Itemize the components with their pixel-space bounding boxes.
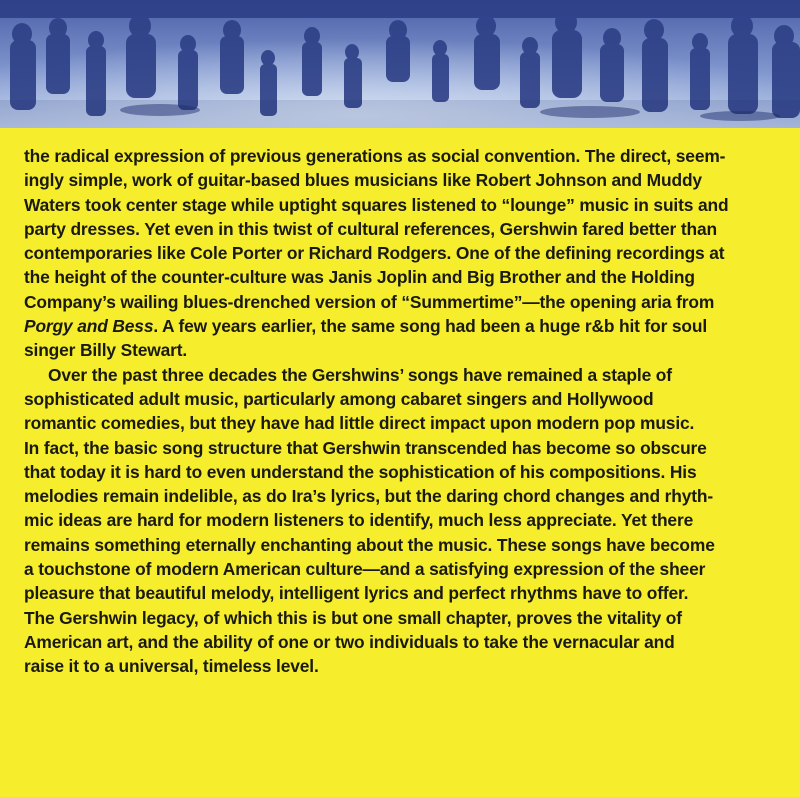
- text-line: singer Billy Stewart.: [24, 340, 188, 361]
- text-line: party dresses. Yet even in this twist of cultural references, Gershwin fared better than: [24, 218, 717, 239]
- text-line: Company’s wailing blues-drenched version of “Summertime”—the opening aria from: [24, 291, 715, 312]
- crowd-photo-graphic: [0, 0, 800, 128]
- text-line: a touchstone of modern American culture—and a satisfying expression of the sheer: [24, 559, 706, 580]
- text-line: that today it is hard to even understand the sophistication of his compositions. His: [24, 461, 697, 482]
- text-line: the height of the counter-culture was Janis Joplin and Big Brother and the Holding: [24, 267, 695, 288]
- text-fragment: . A few years earlier, the same song had been a huge r&b hit for soul: [153, 316, 708, 337]
- text-line: sophisticated adult music, particularly among cabaret singers and Hollywood: [24, 388, 654, 409]
- text-line: ingly simple, work of guitar-based blues musicians like Robert Johnson and Muddy: [24, 170, 702, 191]
- text-line: [24, 314, 782, 338]
- article-body: [24, 144, 782, 679]
- paragraph-2: [24, 363, 782, 679]
- text-line: contemporaries like Cole Porter or Richard Rodgers. One of the defining recordings at: [24, 243, 725, 264]
- crowd-photo-image: [0, 0, 800, 128]
- text-line: romantic comedies, but they have had little direct impact upon modern pop music.: [24, 413, 695, 434]
- text-line: Over the past three decades the Gershwins’ songs have remained a staple of: [48, 364, 672, 385]
- paragraph-1: [24, 144, 782, 363]
- text-line: mic ideas are hard for modern listeners to identify, much less appreciate. Yet there: [24, 510, 694, 531]
- text-line: The Gershwin legacy, of which this is but one small chapter, proves the vitality of: [24, 607, 682, 628]
- text-line: the radical expression of previous generations as social convention. The direct, seem-: [24, 146, 726, 166]
- text-line: In fact, the basic song structure that Gershwin transcended has become so obscure: [24, 437, 707, 458]
- text-line: Waters took center stage while uptight squares listened to “lounge” music in suits and: [24, 194, 729, 215]
- text-line: American art, and the ability of one or two individuals to take the vernacular and: [24, 631, 675, 652]
- text-line: melodies remain indelible, as do Ira’s lyrics, but the daring chord changes and rhyth-: [24, 486, 714, 507]
- text-line: pleasure that beautiful melody, intelligent lyrics and perfect rhythms have to offer.: [24, 583, 689, 604]
- text-line: raise it to a universal, timeless level.: [24, 656, 319, 677]
- work-title: Porgy and Bess: [24, 316, 154, 337]
- text-line: remains something eternally enchanting about the music. These songs have become: [24, 534, 715, 555]
